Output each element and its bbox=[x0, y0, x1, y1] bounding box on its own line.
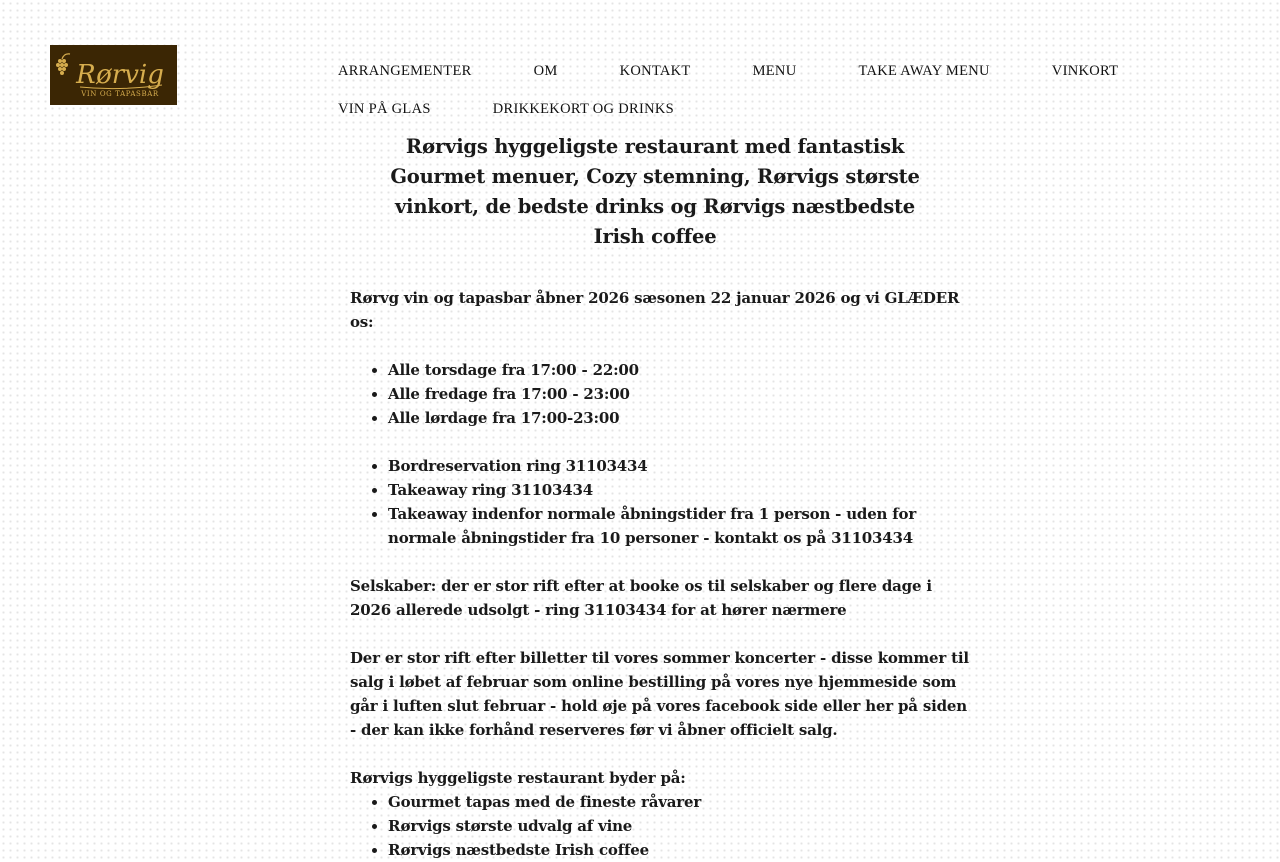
reservations-list bbox=[350, 454, 970, 550]
koncerter-text: Der er stor rift efter billetter til vores sommer koncerter - disse kommer til salg i løbet af februar som online bestilling på vores nye hjemmeside som går i luften slut februar - hold øje på vores facebook side eller her på siden - der kan ikke forhånd reserveres før vi åbner officielt salg. bbox=[350, 649, 969, 739]
list-item: • Rørvigs største udvalg af vine bbox=[388, 814, 970, 838]
opening-hours-list bbox=[350, 358, 970, 430]
nav-om[interactable]: OM bbox=[533, 62, 558, 79]
main-nav bbox=[338, 52, 1138, 128]
nav-vinkort[interactable]: VINKORT bbox=[1051, 62, 1119, 79]
nav-kontakt[interactable]: KONTAKT bbox=[619, 62, 691, 79]
nav-take-away-menu[interactable]: TAKE AWAY MENU bbox=[858, 62, 990, 79]
logo[interactable] bbox=[50, 45, 177, 105]
list-item: • Takeaway indenfor normale åbningstider fra 1 person - uden for normale åbningstider fra 10 personer - kontakt os på 31103434 bbox=[388, 502, 970, 550]
page-heading: Rørvigs hyggeligste restaurant med fantastisk Gourmet menuer, Cozy stemning, Rørvigs største vinkort, de bedste drinks og Rørvigs næstbedste Irish coffee bbox=[390, 135, 920, 248]
nav-row-1 bbox=[338, 52, 1138, 90]
logo-graphic bbox=[50, 45, 177, 105]
list-item: • Alle lørdage fra 17:00-23:00 bbox=[388, 406, 970, 430]
logo-tagline: VIN OG TAPASBAR bbox=[81, 90, 159, 98]
nav-drikkekort[interactable]: DRIKKEKORT OG DRINKS bbox=[492, 100, 675, 117]
nav-row-2 bbox=[338, 90, 1138, 128]
intro-text: Rørvg vin og tapasbar åbner 2026 sæsonen 22 januar 2026 og vi GLÆDER os: bbox=[350, 289, 960, 331]
offers-title: Rørvigs hyggeligste restaurant byder på: bbox=[350, 769, 686, 787]
main-content bbox=[350, 132, 970, 862]
list-item: • Rørvigs næstbedste Irish coffee bbox=[388, 838, 970, 862]
selskaber-text: Selskaber: der er stor rift efter at booke os til selskaber og flere dage i 2026 allerede udsolgt - ring 31103434 for at hører nærmere bbox=[350, 577, 932, 619]
list-item: • Gourmet tapas med de fineste råvarer bbox=[388, 790, 970, 814]
list-item: • Bordreservation ring 31103434 bbox=[388, 454, 970, 478]
list-item: • Takeaway ring 31103434 bbox=[388, 478, 970, 502]
nav-arrangementer[interactable]: ARRANGEMENTER bbox=[338, 62, 472, 79]
list-item: • Alle torsdage fra 17:00 - 22:00 bbox=[388, 358, 970, 382]
offers-list bbox=[350, 790, 970, 862]
logo-script: Rørvig bbox=[76, 60, 164, 90]
grape-icon bbox=[56, 54, 70, 75]
nav-vin-paa-glas[interactable]: VIN PÅ GLAS bbox=[338, 100, 431, 117]
nav-menu[interactable]: MENU bbox=[752, 62, 797, 79]
list-item: • Alle fredage fra 17:00 - 23:00 bbox=[388, 382, 970, 406]
